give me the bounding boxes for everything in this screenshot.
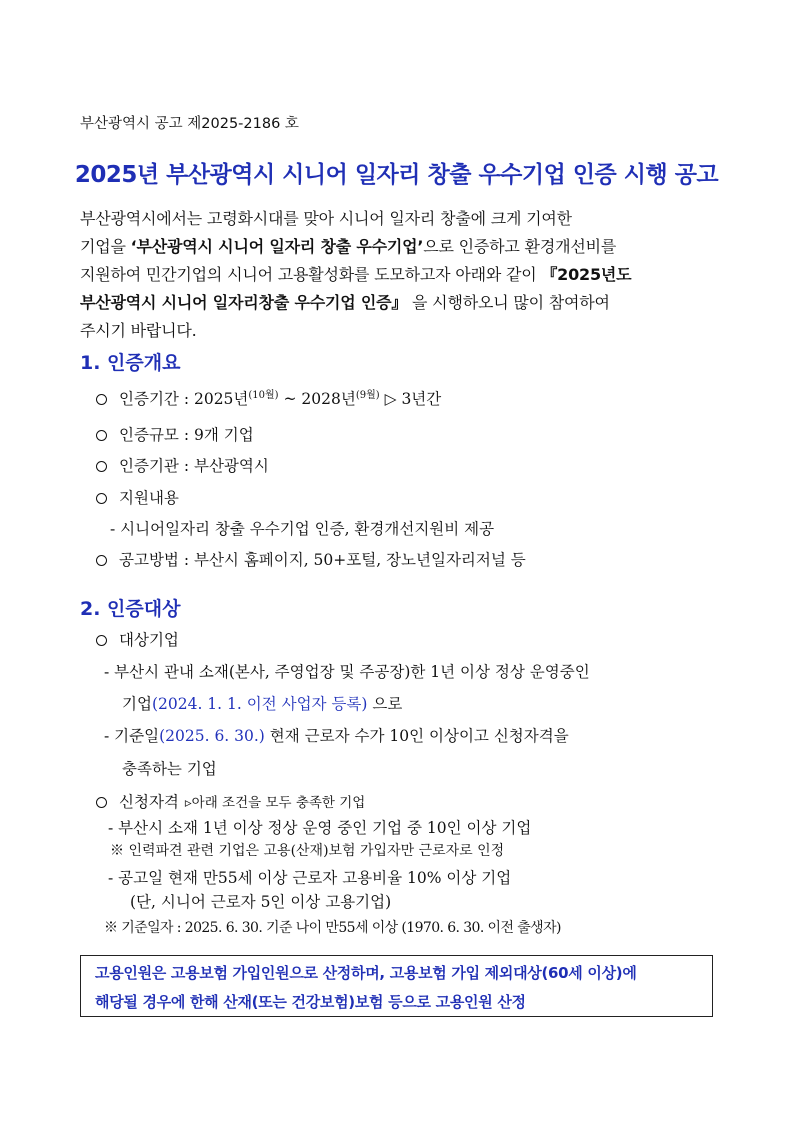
intro-line-2-pre: 기업을	[80, 237, 131, 256]
method-item	[96, 548, 526, 570]
document-title: 2025년 부산광역시 시니어 일자리 창출 우수기업 인증 시행 공고	[74, 162, 719, 188]
period-sup-1: (10월)	[248, 390, 279, 401]
period-sup-2: (9월)	[355, 390, 380, 401]
qualification-1-note: ※ 인력파견 관련 기업은 고용(산재)보험 가입자만 근로자로 인정	[110, 843, 505, 859]
target-2-line-2: 충족하는 기업	[122, 760, 217, 778]
qualification-2-line-2: (단, 시니어 근로자 5인 이상 고용기업)	[130, 893, 392, 911]
base-date-note: ※ 기준일자 : 2025. 6. 30. 기준 나이 만55세 이상 (1970. 6. 30. 이전 출생자)	[104, 920, 561, 936]
employment-note-box	[80, 955, 713, 1017]
circle-bullet-icon	[96, 461, 107, 472]
target-text: 대상기업	[119, 631, 179, 649]
circle-bullet-icon	[96, 430, 107, 441]
intro-line-2-bold: ‘부산광역시 시니어 일자리 창출 우수기업’	[130, 237, 424, 256]
support-item	[96, 486, 179, 508]
intro-line-2	[80, 234, 616, 257]
period-post: ▷ 3년간	[379, 390, 442, 409]
circle-bullet-icon	[96, 635, 107, 646]
agency-item	[96, 454, 269, 476]
intro-line-4-post: 을 시행하오니 많이 참여하여	[407, 293, 610, 312]
box-line-1: 고용인원은 고용보험 가입인원으로 산정하며, 고용보험 가입 제외대상(60세 이상)에	[95, 964, 637, 982]
scale-item	[96, 423, 254, 445]
period-label: 인증기간 : 2025년	[119, 390, 249, 409]
circle-bullet-icon	[96, 493, 107, 504]
box-line-2: 해당될 경우에 한해 산재(또는 건강보험)보험 등으로 고용인원 산정	[95, 993, 526, 1011]
qualification-note: ▹아래 조건을 모두 충족한 기업	[184, 795, 366, 811]
section-1-heading: 1. 인증개요	[80, 352, 181, 374]
period-mid: ~ 2028년	[278, 390, 356, 409]
scale-text: 인증규모 : 9개 기업	[119, 426, 254, 444]
intro-line-1: 부산광역시에서는 고령화시대를 맞아 시니어 일자리 창출에 크게 기여한	[80, 209, 572, 228]
intro-line-3-bold: 『2025년도	[541, 265, 632, 284]
target-2-pre: - 기준일	[104, 727, 160, 745]
intro-line-3	[80, 262, 631, 285]
intro-line-4	[80, 290, 610, 313]
target-1-line-1: - 부산시 관내 소재(본사, 주영업장 및 주공장)한 1년 이상 정상 운영중인	[104, 663, 590, 681]
method-text: 공고방법 : 부산시 홈페이지, 50+포털, 장노년일자리저널 등	[119, 551, 526, 569]
qualification-text: 신청자격	[119, 793, 179, 811]
target-item	[96, 628, 179, 650]
period-item	[96, 386, 441, 409]
circle-bullet-icon	[96, 394, 107, 405]
support-detail: - 시니어일자리 창출 우수기업 인증, 환경개선지원비 제공	[110, 520, 495, 538]
target-2-post: 현재 근로자 수가 10인 이상이고 신청자격을	[264, 727, 569, 745]
qualification-item	[96, 790, 365, 812]
qualification-1: - 부산시 소재 1년 이상 정상 운영 중인 기업 중 10인 이상 기업	[108, 819, 532, 837]
target-2-line-1	[104, 724, 569, 746]
circle-bullet-icon	[96, 797, 107, 808]
notice-number: 부산광역시 공고 제2025-2186 호	[80, 116, 299, 132]
circle-bullet-icon	[96, 555, 107, 566]
target-1-post: 으로	[367, 695, 403, 713]
target-1-date: (2024. 1. 1. 이전 사업자 등록)	[151, 695, 368, 713]
target-1-line-2	[122, 692, 402, 714]
intro-line-3-pre: 지원하여 민간기업의 시니어 고용활성화를 도모하고자 아래와 같이	[80, 265, 542, 284]
intro-line-2-post: 으로 인증하고 환경개선비를	[423, 237, 617, 256]
qualification-2-line-1: - 공고일 현재 만55세 이상 근로자 고용비율 10% 이상 기업	[108, 869, 512, 887]
support-text: 지원내용	[119, 489, 179, 507]
target-1-pre: 기업	[122, 695, 152, 713]
target-2-date: (2025. 6. 30.)	[159, 727, 265, 745]
intro-line-5: 주시기 바랍니다.	[80, 321, 197, 340]
intro-line-4-bold: 부산광역시 시니어 일자리창출 우수기업 인증』	[80, 293, 408, 312]
section-2-heading: 2. 인증대상	[80, 598, 181, 620]
agency-text: 인증기관 : 부산광역시	[119, 457, 269, 475]
